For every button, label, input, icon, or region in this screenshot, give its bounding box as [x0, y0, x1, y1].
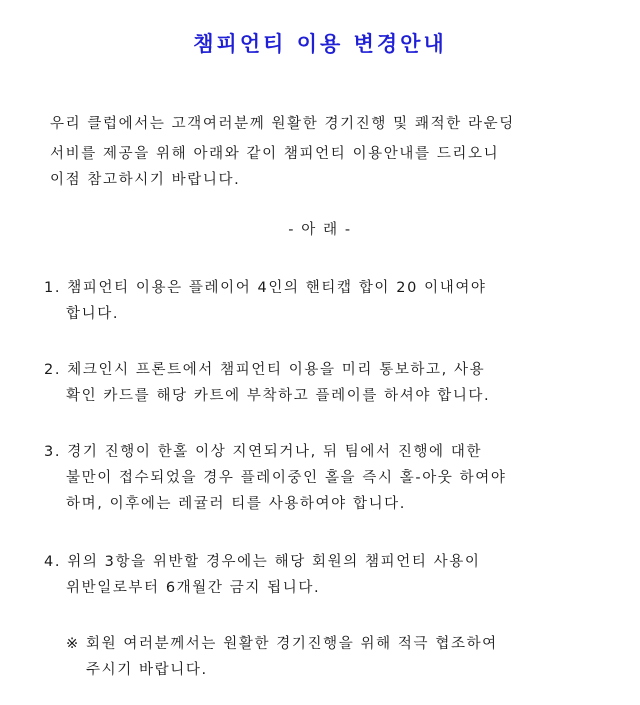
rule-item-2-continued: 확인 카드를 해당 카트에 부착하고 플레이를 하셔야 합니다.	[66, 388, 491, 404]
section-marker: - 아 래 -	[288, 222, 352, 238]
rule-item-3-continued: 불만이 접수되었을 경우 플레이중인 홀을 즉시 홀-아웃 하여야	[66, 470, 507, 486]
intro-line: 이점 참고하시기 바랍니다.	[50, 172, 241, 188]
rule-item-3-continued: 하며, 이후에는 레귤러 티를 사용하여야 합니다.	[66, 496, 406, 512]
intro-line: 우리 클럽에서는 고객여러분께 원활한 경기진행 및 쾌적한 라운딩	[50, 116, 515, 132]
rule-item-1-continued: 합니다.	[66, 306, 120, 322]
rule-item-1: 1. 챔피언티 이용은 플레이어 4인의 핸티캡 합이 20 이내여야	[44, 280, 487, 296]
rule-item-3: 3. 경기 진행이 한홀 이상 지연되거나, 뒤 팀에서 진행에 대한	[44, 444, 483, 460]
intro-line: 서비를 제공을 위해 아래와 같이 챔피언티 이용안내를 드리오니	[50, 146, 500, 162]
rule-item-4: 4. 위의 3항을 위반할 경우에는 해당 회원의 챔피언티 사용이	[44, 554, 481, 570]
page-title: 챔피언티 이용 변경안내	[193, 32, 447, 56]
rule-item-4-continued: 위반일로부터 6개월간 금지 됩니다.	[66, 580, 321, 596]
closing-note-continued: 주시기 바랍니다.	[86, 662, 208, 678]
rule-item-2: 2. 체크인시 프론트에서 챔피언티 이용을 미리 통보하고, 사용	[44, 362, 486, 378]
closing-note: ※ 회원 여러분께서는 원활한 경기진행을 위해 적극 협조하여	[66, 636, 498, 652]
